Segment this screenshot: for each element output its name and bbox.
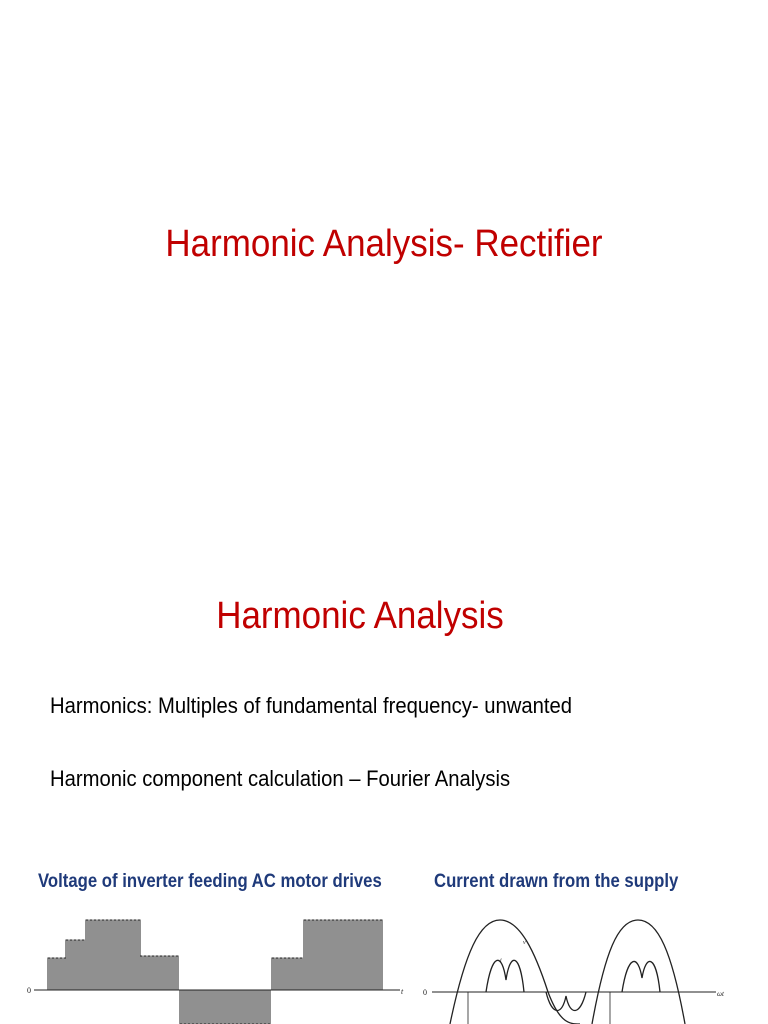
current-curve-label: i bbox=[500, 958, 502, 964]
bullet-harmonics-definition: Harmonics: Multiples of fundamental frequency- unwanted bbox=[50, 693, 573, 718]
time-axis-label: t bbox=[401, 987, 404, 996]
supply-voltage-curve-2 bbox=[592, 920, 685, 1024]
omega-t-label: ωt bbox=[717, 990, 724, 998]
figure-caption-supply-current: Current drawn from the supply bbox=[434, 871, 679, 892]
slide-title-harmonic-analysis: Harmonic Analysis bbox=[216, 595, 504, 637]
origin-label: 0 bbox=[423, 988, 427, 997]
origin-label: 0 bbox=[27, 986, 31, 995]
current-pulses-positive-2 bbox=[622, 961, 660, 992]
pwm-pulses bbox=[48, 920, 382, 1024]
figure-caption-inverter-voltage: Voltage of inverter feeding AC motor drives bbox=[38, 871, 382, 892]
pwm-pulse-train bbox=[48, 920, 382, 1024]
supply-current-waveform bbox=[420, 912, 740, 1024]
current-pulses-positive-1 bbox=[486, 960, 524, 992]
inverter-voltage-waveform bbox=[22, 912, 410, 1024]
slide-title-rectifier: Harmonic Analysis- Rectifier bbox=[165, 223, 603, 265]
voltage-curve-label: v bbox=[523, 940, 526, 946]
bullet-fourier-analysis: Harmonic component calculation – Fourier Analysis bbox=[50, 766, 511, 791]
